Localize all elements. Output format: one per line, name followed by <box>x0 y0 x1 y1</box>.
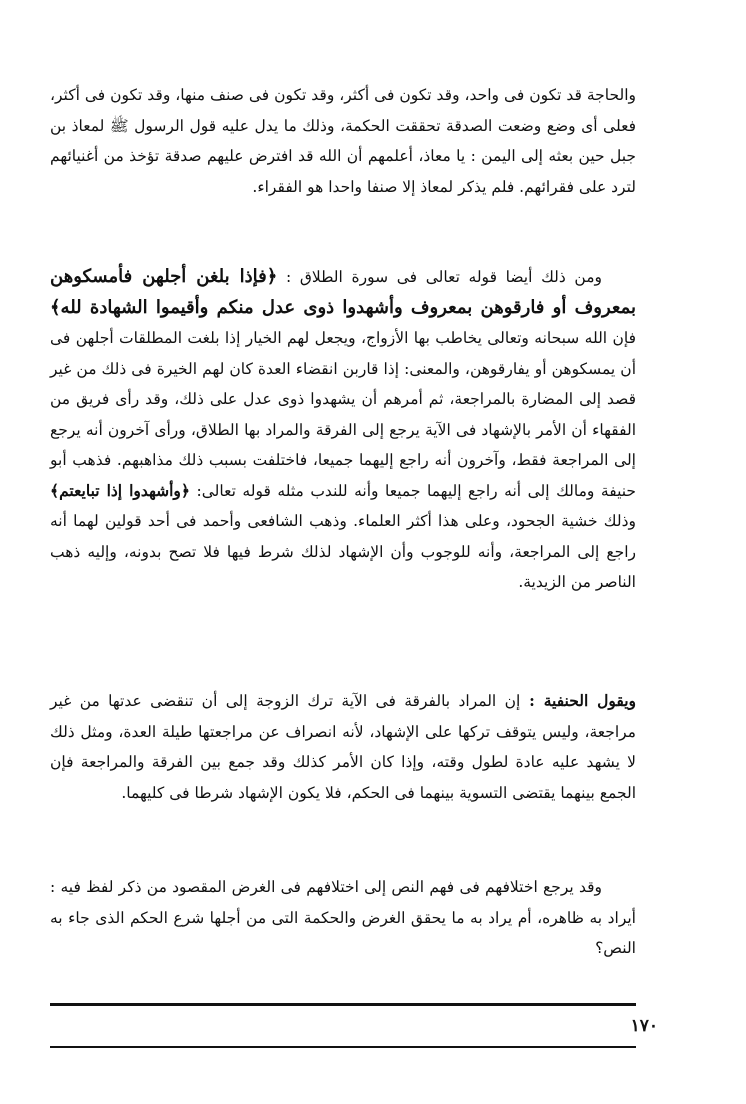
paragraph-2-text <box>50 262 636 598</box>
paragraph-1-text: والحاجة قد تكون فى واحد، وقد تكون فى أكثر، وقد تكون فى صنف منها، وقد تكون فى أكثر، فعلى أى وضع وضعت الصدقة تحققت الحكمة، وذلك ما يدل عليه قول الرسول ﷺ لمعاذ بن جبل حين بعثه إلى اليمن : يا معاذ، أعلمهم أن الله قد افترض عليهم صدقة تؤخذ من أغنيائهم لترد على فقرائهم. فلم يذكر لمعاذ إلا صنفا واحدا هو الفقراء. <box>50 86 636 196</box>
footer-rule-top <box>50 1003 636 1006</box>
paragraph-4 <box>50 872 636 964</box>
quran-verse-tabayatum: ﴿وأشهدوا إذا تبايعتم﴾ <box>50 480 191 500</box>
paragraph-3-body: إن المراد بالفرقة فى الآية ترك الزوجة إلى أن تنقضى عدتها من غير مراجعة، وليس يتوقف تركها على الإشهاد، لأنه انصراف عن مراجعتها طيلة العدة، ومثل ذلك لا يشهد عليه عادة لطول وقته، وإذا كان الأمر كذلك وقد جمع بين الفرقة والمراجعة فإن الجمع بينهما يقتضى التسوية بينهما فى الحكم، فلا يكون الإشهاد شرطا فى كليهما. <box>50 692 636 802</box>
paragraph-2 <box>50 262 636 598</box>
paragraph-2-body-1: فإن الله سبحانه وتعالى يخاطب بها الأزواج، ويجعل لهم الخيار إذا بلغت المطلقات أجلهن فى أن يمسكوهن أو يفارقوهن، والمعنى: إذا قاربن انقضاء العدة كان لهم الخيرة فى ذلك من غير قصد إلى المضارة بالمراجعة، ثم أمرهم أن يشهدوا ذوى عدل على ذلك، وقد رأى فريق من الفقهاء أن الأمر بالإشهاد فى الآية يرجع إلى الفرقة والمراد بها الطلاق، ورأى آخرون أنه يرجع إلى المراجعة فقط، وآخرون أنه راجع إليهما جميعا، فاختلفت بسبب ذلك مذاهبهم. فذهب أبو حنيفة ومالك إلى أنه راجع إليهما جميعا وأنه للندب مثله قوله تعالى: <box>50 329 636 500</box>
footer-rule-bottom <box>50 1046 636 1048</box>
paragraph-4-text: وقد يرجع اختلافهم فى فهم النص إلى اختلافهم فى الغرض المقصود من ذكر لفظ فيه : أيراد به ظاهره، أم يراد به ما يحقق الغرض والحكمة التى من أجلها شرع الحكم الذى جاء به النص؟ <box>50 878 636 957</box>
paragraph-2-intro: ومن ذلك أيضا قوله تعالى فى سورة الطلاق : <box>277 268 602 286</box>
paragraph-1 <box>50 80 636 202</box>
quran-verse-talaq: ﴿فإذا بلغن أجلهن فأمسكوهن بمعروف أو فارقوهن بمعروف وأشهدوا ذوى عدل منكم وأقيموا الشهادة لله﴾ <box>50 266 636 318</box>
paragraph-3 <box>50 686 636 808</box>
page-number: ١٧٠ <box>630 1016 658 1036</box>
paragraph-3-text <box>50 686 636 808</box>
paragraph-3-lead: ويقول الحنفية : <box>520 691 637 710</box>
paragraph-2-body-2: وذلك خشية الجحود، وعلى هذا أكثر العلماء. وذهب الشافعى وأحمد فى أحد قولين لهما أنه راجع إلى المراجعة، وأنه للوجوب وأن الإشهاد لذلك شرط فيها فلا تصح بدونه، وإليه ذهب الناصر من الزيدية. <box>50 512 636 591</box>
